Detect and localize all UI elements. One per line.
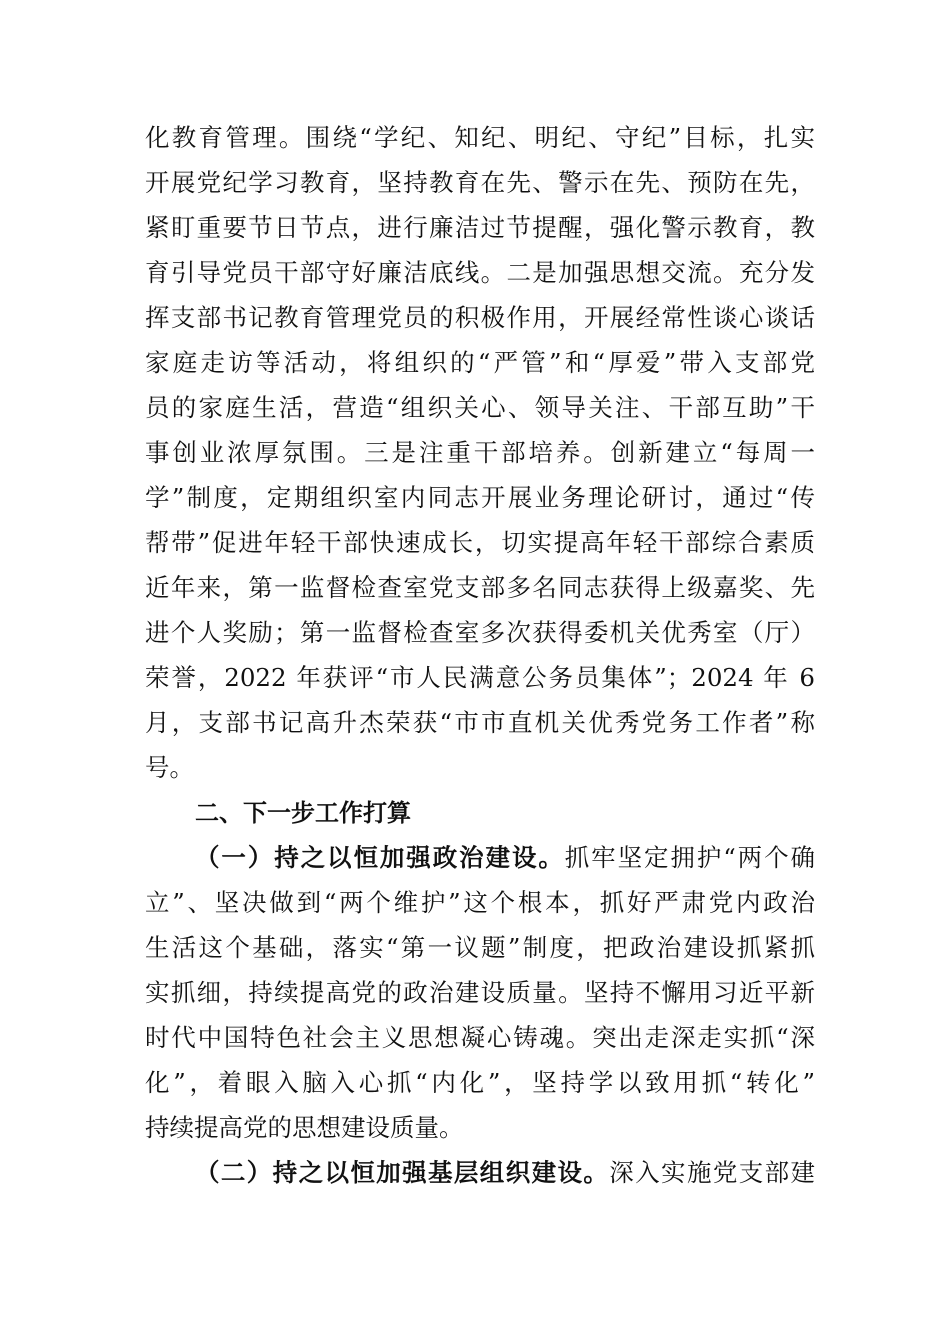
paragraph-line: 紧盯重要节日节点，进行廉洁过节提醒，强化警示教育，教 — [145, 213, 815, 242]
paragraph-line: 员的家庭生活，营造“组织关心、领导关注、干部互助”干 — [145, 393, 815, 422]
item-first-line — [195, 1153, 815, 1193]
item-lead: （二）持之以恒加强基层组织建设。 — [195, 1158, 610, 1187]
paragraph-line: 生活这个基础，落实“第一议题”制度，把政治建设抓紧抓 — [145, 933, 815, 962]
paragraph-line: 事创业浓厚氛围。三是注重干部培养。创新建立“每周一 — [145, 438, 815, 467]
item-text: 抓牢坚定拥护“两个确 — [564, 843, 815, 872]
item-text: 深入实施党支部建 — [609, 1158, 816, 1187]
paragraph-line: 化”，着眼入脑入心抓“内化”，坚持学以致用抓“转化” — [145, 1068, 815, 1097]
paragraph-line: 进个人奖励；第一监督检查室多次获得委机关优秀室（厅） — [145, 618, 815, 647]
item-first-line — [195, 838, 815, 878]
paragraph-line: 学”制度，定期组织室内同志开展业务理论研讨，通过“传 — [145, 483, 815, 512]
paragraph-line: 实抓细，持续提高党的政治建设质量。坚持不懈用习近平新 — [145, 978, 815, 1007]
paragraph-line: 化教育管理。围绕“学纪、知纪、明纪、守纪”目标，扎实 — [145, 123, 815, 152]
paragraph-line: 家庭走访等活动，将组织的“严管”和“厚爱”带入支部党 — [145, 348, 815, 377]
paragraph-line: 帮带”促进年轻干部快速成长，切实提高年轻干部综合素质 — [145, 528, 815, 557]
paragraph-line: 挥支部书记教育管理党员的积极作用，开展经常性谈心谈话 — [145, 303, 815, 332]
paragraph-line: 月，支部书记高升杰荣获“市市直机关优秀党务工作者”称 — [145, 708, 815, 737]
item-lead: （一）持之以恒加强政治建设。 — [195, 843, 565, 872]
paragraph-line: 立”、坚决做到“两个维护”这个根本，抓好严肃党内政治 — [145, 888, 815, 917]
paragraph-line: 开展党纪学习教育，坚持教育在先、警示在先、预防在先， — [145, 168, 815, 197]
paragraph-line: 持续提高党的思想建设质量。 — [145, 1113, 464, 1142]
paragraph-line: 荣誉，2022 年获评“市人民满意公务员集体”；2024 年 6 — [145, 663, 815, 692]
paragraph-line: 近年来，第一监督检查室党支部多名同志获得上级嘉奖、先 — [145, 573, 815, 602]
paragraph-line: 号。 — [145, 753, 194, 782]
section-heading: 二、下一步工作打算 — [195, 799, 411, 827]
paragraph-line: 育引导党员干部守好廉洁底线。二是加强思想交流。充分发 — [145, 258, 815, 287]
paragraph-line: 时代中国特色社会主义思想凝心铸魂。突出走深走实抓“深 — [145, 1023, 815, 1052]
